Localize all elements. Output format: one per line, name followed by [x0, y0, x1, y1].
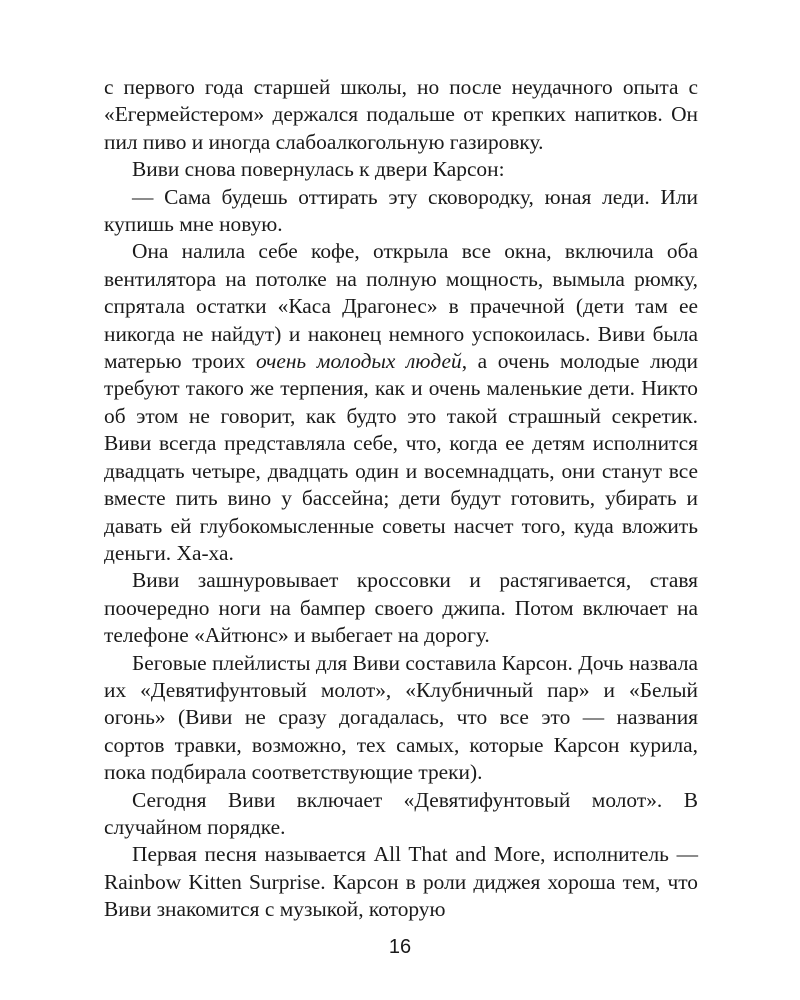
page-number: 16 [388, 936, 412, 958]
body-text [104, 74, 698, 924]
paragraph: Беговые плейлисты для Виви составила Карсон. Дочь назвала их «Девятифунтовый молот», «Клубничный пар» и «Белый огонь» (Виви не сразу догадалась, что все это — названия сортов травки, возможно, тех самых, которые Карсон курила, пока подбирала соответствующие треки). [104, 650, 698, 785]
dialogue-line: — Сама будешь оттирать эту сковородку, юная леди. Или купишь мне новую. [104, 184, 698, 237]
paragraph: Первая песня называется All That and More, исполнитель — Rainbow Kitten Surprise. Карсон в роли диджея хороша тем, что Виви знакомится с музыкой, которую [104, 842, 698, 922]
paragraph-continuation: с первого года старшей школы, но после неудачного опыта с «Егермейстером» держался подальше от крепких напитков. Он пил пиво и иногда слабоалкогольную газировку. [104, 75, 698, 154]
text-span: Она налила себе кофе, открыла все окна, включила оба вентилятора на потолке на полную мощность, вымыла рюмку, спрятала остатки «Каса Драгонес» в прачечной (дети там ее никогда не найдут) и наконец немного успокоилась. Виви была матерью троих [104, 239, 698, 374]
paragraph: Виви снова повернулась к двери Карсон: [132, 157, 505, 182]
paragraph: Виви зашнуровывает кроссовки и растягивается, ставя поочередно ноги на бампер своего джипа. Потом включает на телефоне «Айтюнс» и выбегает на дорогу. [104, 568, 698, 648]
paragraph: Сегодня Виви включает «Девятифунтовый молот». В случайном порядке. [104, 787, 698, 839]
paragraph [104, 238, 698, 567]
text-span: , а очень молодые люди требуют такого же терпения, как и очень маленькие дети. Никто об этом не говорит, как будто это такой страшный секретик. Виви всегда представляла себе, что, когда ее детям исполнится двадцать четыре, двадцать один и восемнадцать, они станут все вместе пить вино у бассейна; дети будут готовить, убирать и давать ей глубокомысленные советы насчет того, куда вложить деньги. Ха-ха. [104, 349, 698, 565]
italic-text: очень молодых людей [255, 349, 462, 374]
